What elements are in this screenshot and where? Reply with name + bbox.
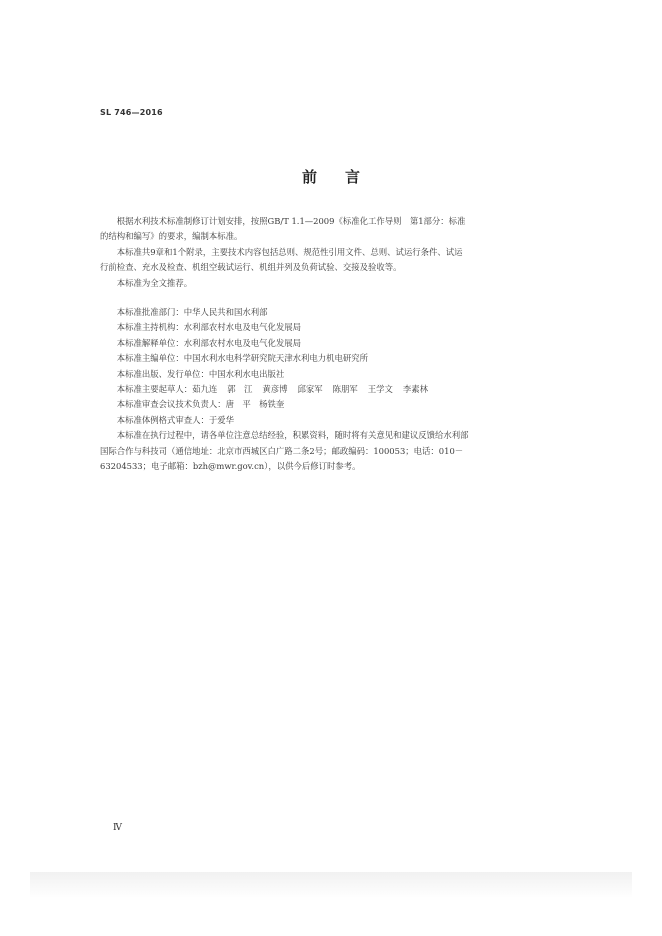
review-technical-lead: 本标准审查会议技术负责人：唐 平 杨铁奎 bbox=[116, 399, 285, 410]
drafter-name: 王学文 bbox=[367, 384, 393, 395]
drafter-name: 茹九连 bbox=[192, 384, 218, 395]
drafter-name: 邱家军 bbox=[297, 384, 323, 395]
page-title-char-1: 前 bbox=[301, 168, 317, 186]
paragraph-line: 根据水利技术标准制修订计划安排，按照GB/T 1.1—2009《标准化工作导则 第1部分：标准 bbox=[116, 216, 466, 226]
drafter-name: 李素林 bbox=[402, 384, 429, 395]
publisher: 本标准出版、发行单位：中国水利水电出版社 bbox=[116, 368, 285, 379]
format-reviewer: 本标准体例格式审查人：于爱华 bbox=[116, 414, 235, 425]
paragraph-line: 行前检查、充水及检查、机组空载试运行、机组并列及负荷试验、交接及验收等。 bbox=[100, 262, 402, 273]
page-number: Ⅳ bbox=[113, 823, 122, 833]
paragraph-plan bbox=[100, 214, 570, 245]
paragraph-line: 国际合作与科技司（通信地址：北京市西城区白广路二条2号；邮政编码：100053；电话：010－ bbox=[100, 445, 464, 456]
chief-editor-unit: 本标准主编单位：中国水利水电科学研究院天津水利电力机电研究所 bbox=[116, 353, 369, 364]
paragraph-line: 本标准为全文推荐。 bbox=[116, 277, 193, 288]
page-title bbox=[0, 166, 662, 187]
paragraph-recommendation bbox=[100, 276, 570, 291]
drafter-name: 郭 江 bbox=[227, 384, 253, 395]
standard-code: SL 746—2016 bbox=[100, 108, 163, 117]
paragraph-line: 63204533；电子邮箱：bzh@mwr.gov.cn），以供今后修订时参考。 bbox=[100, 461, 361, 472]
interpretation-unit: 本标准解释单位：水利部农村水电及电气化发展局 bbox=[116, 337, 302, 348]
standard-info-block bbox=[100, 305, 570, 428]
foreword-body bbox=[100, 214, 570, 475]
paragraph-content bbox=[100, 245, 570, 276]
paragraph-feedback bbox=[100, 428, 570, 474]
page-title-char-2: 言 bbox=[345, 168, 361, 186]
paragraph-line: 本标准共9章和1个附录，主要技术内容包括总则、规范性引用文件、总则、试运行条件、试运 bbox=[116, 246, 463, 257]
approval-department: 本标准批准部门：中华人民共和国水利部 bbox=[116, 307, 268, 318]
host-organization: 本标准主持机构：水利部农村水电及电气化发展局 bbox=[116, 322, 302, 333]
drafters-label: 本标准主要起草人： bbox=[116, 384, 193, 395]
page-edge-shadow bbox=[30, 872, 632, 898]
drafter-name: 陈朋军 bbox=[332, 384, 358, 395]
drafter-name: 黄彦博 bbox=[262, 384, 288, 395]
paragraph-line: 本标准在执行过程中，请各单位注意总结经验，积累资料，随时将有关意见和建议反馈给水利部 bbox=[116, 430, 469, 441]
main-drafters bbox=[100, 382, 570, 397]
paragraph-line: 的结构和编写》的要求，编制本标准。 bbox=[100, 231, 243, 242]
